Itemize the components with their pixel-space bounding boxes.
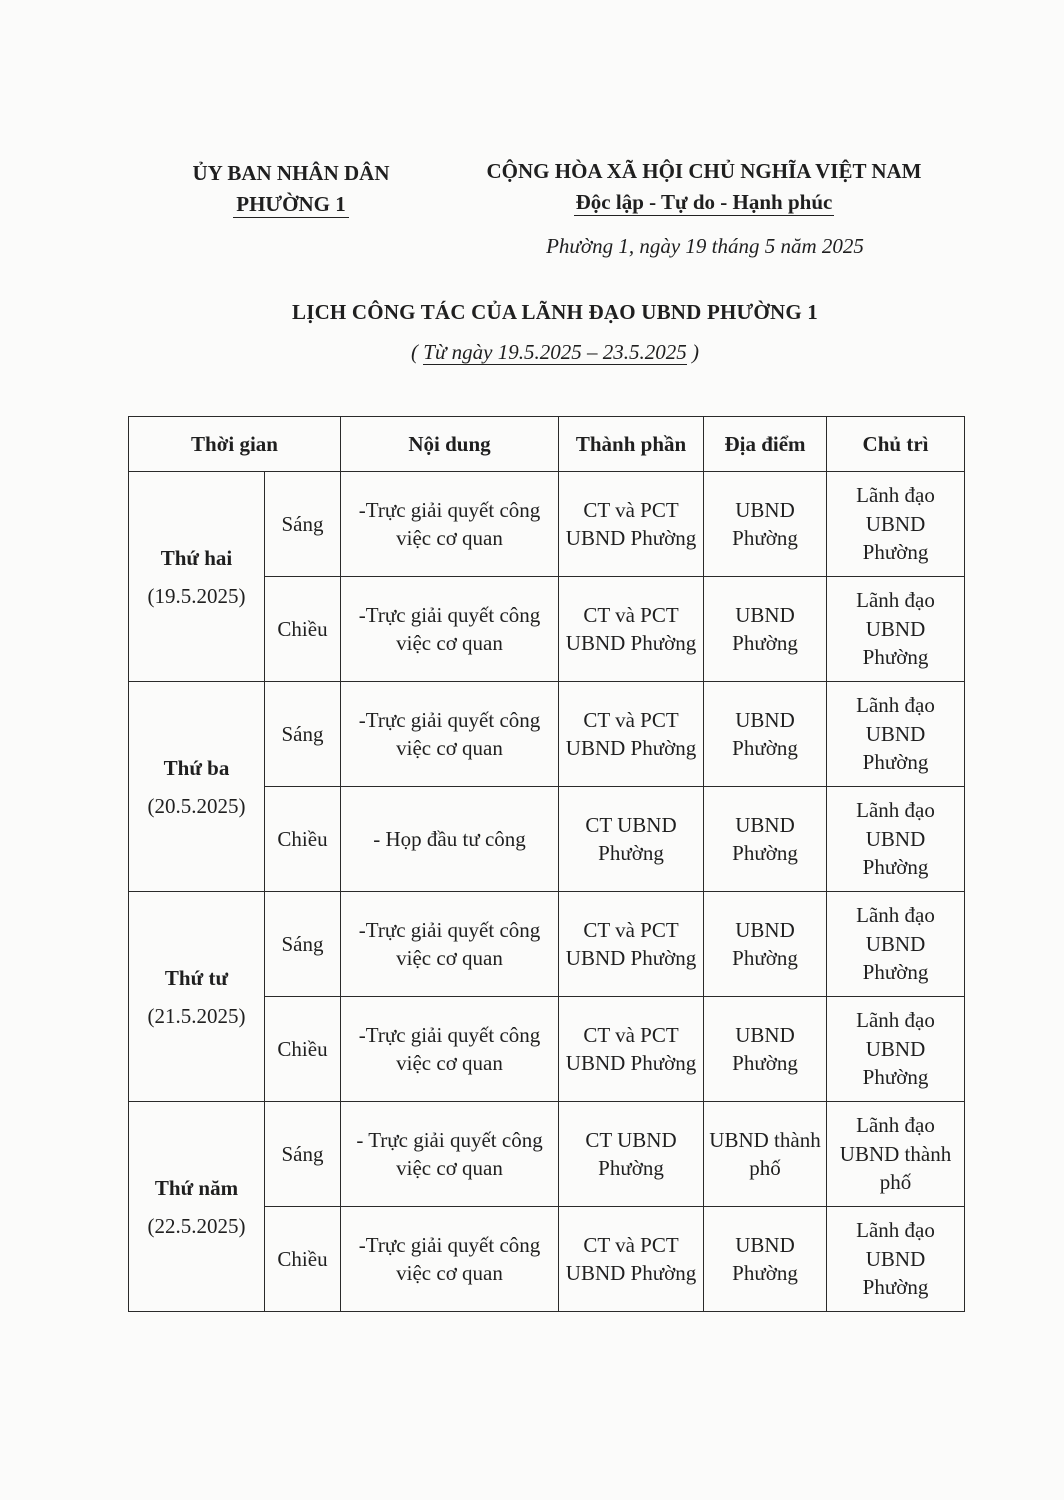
- col-header-location: Địa điểm: [704, 417, 827, 472]
- day-date: (21.5.2025): [147, 1003, 246, 1028]
- org-header: [160, 158, 422, 220]
- table-row: [129, 682, 965, 787]
- chair-cell: Lãnh đạo UBND thành phố: [827, 1102, 965, 1207]
- session-cell: Chiều: [265, 997, 341, 1102]
- date-line: Phường 1, ngày 19 tháng 5 năm 2025: [546, 234, 864, 258]
- location-cell: UBND Phường: [704, 892, 827, 997]
- header-row: [129, 417, 965, 472]
- session-cell: Sáng: [265, 892, 341, 997]
- day-name: Thứ hai: [160, 545, 233, 570]
- schedule-table: [128, 416, 965, 1312]
- date-range: Từ ngày 19.5.2025 – 23.5.2025: [423, 340, 687, 364]
- subtitle-open: (: [411, 340, 424, 364]
- location-cell: UBND thành phố: [704, 1102, 827, 1207]
- chair-cell: Lãnh đạo UBND Phường: [827, 682, 965, 787]
- participants-cell: CT và PCT UBND Phường: [559, 1207, 704, 1312]
- document-subtitle: [150, 340, 960, 365]
- session-cell: Chiều: [265, 1207, 341, 1312]
- col-header-participants: Thành phần: [559, 417, 704, 472]
- participants-cell: CT và PCT UBND Phường: [559, 997, 704, 1102]
- participants-cell: CT UBND Phường: [559, 787, 704, 892]
- content-cell: -Trực giải quyết công việc cơ quan: [341, 1207, 559, 1312]
- day-cell: [129, 1102, 265, 1312]
- content-cell: -Trực giải quyết công việc cơ quan: [341, 682, 559, 787]
- session-cell: Sáng: [265, 1102, 341, 1207]
- national-header: [440, 156, 968, 218]
- session-cell: Sáng: [265, 472, 341, 577]
- participants-cell: CT UBND Phường: [559, 1102, 704, 1207]
- day-name: Thứ ba: [163, 755, 230, 780]
- content-cell: -Trực giải quyết công việc cơ quan: [341, 577, 559, 682]
- nation-motto: Độc lập - Tự do - Hạnh phúc: [575, 190, 833, 214]
- day-date: (20.5.2025): [147, 793, 246, 818]
- day-cell: [129, 892, 265, 1102]
- content-cell: -Trực giải quyết công việc cơ quan: [341, 997, 559, 1102]
- content-cell: -Trực giải quyết công việc cơ quan: [341, 892, 559, 997]
- col-header-content: Nội dung: [341, 417, 559, 472]
- day-name: Thứ năm: [154, 1175, 239, 1200]
- table-row: [129, 892, 965, 997]
- chair-cell: Lãnh đạo UBND Phường: [827, 997, 965, 1102]
- content-cell: - Trực giải quyết công việc cơ quan: [341, 1102, 559, 1207]
- location-cell: UBND Phường: [704, 682, 827, 787]
- org-ward: PHƯỜNG 1: [233, 192, 348, 218]
- chair-cell: Lãnh đạo UBND Phường: [827, 472, 965, 577]
- table-row: [129, 1102, 965, 1207]
- chair-cell: Lãnh đạo UBND Phường: [827, 1207, 965, 1312]
- session-cell: Chiều: [265, 787, 341, 892]
- participants-cell: CT và PCT UBND Phường: [559, 892, 704, 997]
- location-cell: UBND Phường: [704, 787, 827, 892]
- content-cell: - Họp đầu tư công: [341, 787, 559, 892]
- location-cell: UBND Phường: [704, 577, 827, 682]
- day-cell: [129, 682, 265, 892]
- chair-cell: Lãnh đạo UBND Phường: [827, 577, 965, 682]
- org-name: ỦY BAN NHÂN DÂN: [192, 161, 390, 185]
- chair-cell: Lãnh đạo UBND Phường: [827, 892, 965, 997]
- nation-name: CỘNG HÒA XÃ HỘI CHỦ NGHĨA VIỆT NAM: [486, 159, 922, 183]
- content-cell: -Trực giải quyết công việc cơ quan: [341, 472, 559, 577]
- participants-cell: CT và PCT UBND Phường: [559, 577, 704, 682]
- document-title: LỊCH CÔNG TÁC CỦA LÃNH ĐẠO UBND PHƯỜNG 1: [291, 300, 819, 324]
- day-date: (22.5.2025): [147, 1213, 246, 1238]
- col-header-chair: Chủ trì: [827, 417, 965, 472]
- day-cell: [129, 472, 265, 682]
- session-cell: Chiều: [265, 577, 341, 682]
- day-name: Thứ tư: [164, 965, 229, 990]
- day-date: (19.5.2025): [147, 583, 246, 608]
- location-cell: UBND Phường: [704, 472, 827, 577]
- participants-cell: CT và PCT UBND Phường: [559, 472, 704, 577]
- subtitle-close: ): [686, 340, 699, 364]
- participants-cell: CT và PCT UBND Phường: [559, 682, 704, 787]
- chair-cell: Lãnh đạo UBND Phường: [827, 787, 965, 892]
- location-cell: UBND Phường: [704, 997, 827, 1102]
- table-row: [129, 472, 965, 577]
- col-header-time: Thời gian: [129, 417, 341, 472]
- location-cell: UBND Phường: [704, 1207, 827, 1312]
- session-cell: Sáng: [265, 682, 341, 787]
